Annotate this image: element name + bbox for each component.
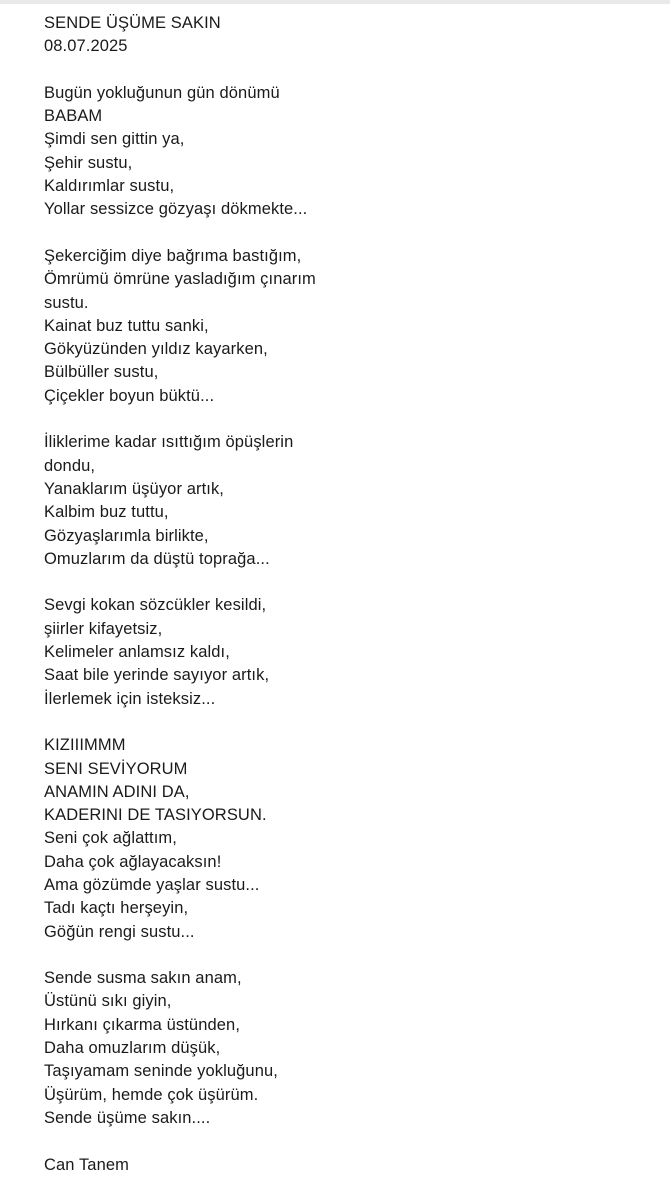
poem-line: Daha çok ağlayacaksın! bbox=[44, 852, 222, 871]
poem-line: Çiçekler boyun büktü... bbox=[44, 386, 215, 405]
poem-line: Saat bile yerinde sayıyor artık, bbox=[44, 666, 270, 685]
poem-line: KADERINI DE TASIYORSUN. bbox=[44, 806, 267, 825]
spacer bbox=[44, 59, 654, 82]
stanza-1 bbox=[44, 82, 654, 222]
poem-line: İliklerime kadar ısıttığım öpüşlerin bbox=[44, 433, 294, 452]
page-top-edge bbox=[0, 0, 670, 4]
poem-line: BABAM bbox=[44, 107, 103, 126]
poem-line: Ömrümü ömrüne yasladığım çınarım bbox=[44, 270, 316, 289]
poem-line: Kaldırımlar sustu, bbox=[44, 177, 175, 196]
poem-line: şiirler kifayetsiz, bbox=[44, 619, 163, 638]
poem-line: ANAMIN ADINI DA, bbox=[44, 782, 190, 801]
poem-line: sustu. bbox=[44, 293, 89, 312]
poem-line: KIZIIIMMM bbox=[44, 736, 126, 755]
poem-line: Üşürüm, hemde çok üşürüm. bbox=[44, 1085, 259, 1104]
poem-line: Seni çok ağlattım, bbox=[44, 829, 177, 848]
poem-line: Sende susma sakın anam, bbox=[44, 969, 242, 988]
spacer bbox=[44, 711, 654, 734]
spacer bbox=[44, 944, 654, 967]
poem-line: Omuzlarım da düştü toprağa... bbox=[44, 549, 270, 568]
poem-line: Gökyüzünden yıldız kayarken, bbox=[44, 340, 268, 359]
signature: Can Tanem bbox=[44, 1155, 129, 1174]
stanza-5 bbox=[44, 734, 654, 944]
poem-line: Şehir sustu, bbox=[44, 153, 133, 172]
stanza-6 bbox=[44, 967, 654, 1130]
document-page bbox=[44, 12, 654, 1177]
spacer bbox=[44, 222, 654, 245]
poem-line: İlerlemek için isteksiz... bbox=[44, 689, 216, 708]
poem-line: Taşıyamam seninde yokluğunu, bbox=[44, 1062, 278, 1081]
poem-line: Bülbüller sustu, bbox=[44, 363, 159, 382]
poem-date: 08.07.2025 bbox=[44, 37, 128, 56]
poem-line: Ama gözümde yaşlar sustu... bbox=[44, 875, 260, 894]
spacer bbox=[44, 408, 654, 431]
poem-line: Yollar sessizce gözyaşı dökmekte... bbox=[44, 200, 308, 219]
poem-title: SENDE ÜŞÜME SAKIN bbox=[44, 14, 221, 32]
poem-line: Kelimeler anlamsız kaldı, bbox=[44, 643, 230, 662]
poem-line: Bugün yokluğunun gün dönümü bbox=[44, 83, 280, 102]
poem-line: Sende üşüme sakın.... bbox=[44, 1108, 211, 1127]
spacer bbox=[44, 1130, 654, 1153]
poem-line: Sevgi kokan sözcükler kesildi, bbox=[44, 596, 267, 615]
poem-line: SENI SEVİYORUM bbox=[44, 759, 188, 778]
spacer bbox=[44, 571, 654, 594]
poem-line: Gözyaşlarımla birlikte, bbox=[44, 526, 209, 545]
poem-line: Daha omuzlarım düşük, bbox=[44, 1039, 221, 1058]
poem-line: Göğün rengi sustu... bbox=[44, 922, 195, 941]
poem-line: Tadı kaçtı herşeyin, bbox=[44, 899, 189, 918]
poem-line: Hırkanı çıkarma üstünden, bbox=[44, 1015, 241, 1034]
stanza-2 bbox=[44, 245, 654, 408]
poem-line: Kainat buz tuttu sanki, bbox=[44, 316, 209, 335]
poem-line: Yanaklarım üşüyor artık, bbox=[44, 479, 224, 498]
poem-line: dondu, bbox=[44, 456, 96, 475]
poem-line: Kalbim buz tuttu, bbox=[44, 503, 169, 522]
poem-line: Şekerciğim diye bağrıma bastığım, bbox=[44, 246, 302, 265]
stanza-4 bbox=[44, 594, 654, 710]
poem-line: Şimdi sen gittin ya, bbox=[44, 130, 185, 149]
stanza-3 bbox=[44, 431, 654, 571]
poem-line: Üstünü sıkı giyin, bbox=[44, 992, 172, 1011]
